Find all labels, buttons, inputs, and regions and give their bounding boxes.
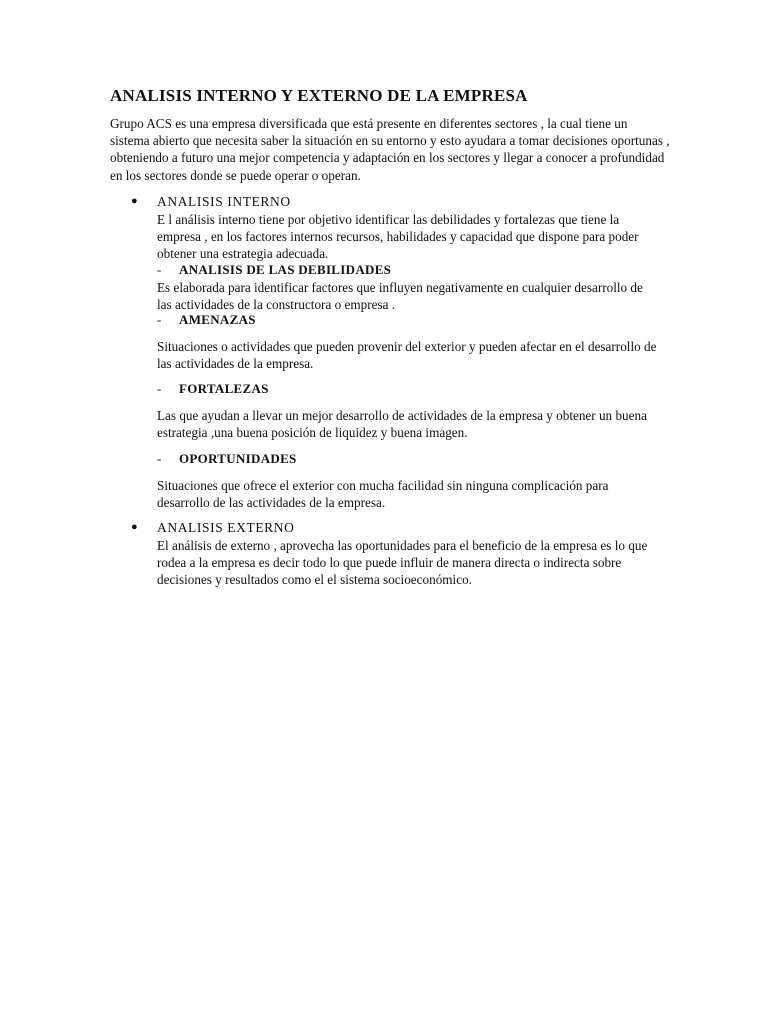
dash-marker: - bbox=[157, 451, 162, 466]
internal-analysis-heading: ANALISIS INTERNO bbox=[157, 194, 291, 209]
internal-analysis-text: E l análisis interno tiene por objetivo identificar las debilidades y fortalezas que tiene la empresa , en los factores internos recursos, habilidades y capacidad que dispone para poder obtener una estrategia adecuada. bbox=[157, 212, 639, 262]
dash-marker: - bbox=[157, 312, 162, 327]
dash-marker: - bbox=[157, 381, 162, 396]
weaknesses-text: Es elaborada para identificar factores que influyen negativamente en cualquier desarrollo de las actividades de la constructora o empresa . bbox=[157, 280, 643, 313]
strengths-text: Las que ayudan a llevar un mejor desarrollo de actividades de la empresa y obtener un buena estrategia ,una buena posición de liquidez y buena imagen. bbox=[157, 408, 647, 441]
dash-marker: - bbox=[157, 262, 162, 277]
opportunities-heading: OPORTUNIDADES bbox=[179, 451, 297, 466]
bullet-icon: ● bbox=[131, 195, 138, 207]
bullet-icon: ● bbox=[131, 521, 138, 533]
intro-paragraph: Grupo ACS es una empresa diversificada que está presente en diferentes sectores , la cual tiene un sistema abierto que necesita saber la situación en su entorno y esto ayudara a tomar decisiones oportunas , obteniendo a futuro una mejor competencia y adaptación en los sectores y llegar a conocer a profundidad en los sectores donde se puede operar o operan. bbox=[110, 116, 670, 183]
opportunities-text: Situaciones que ofrece el exterior con mucha facilidad sin ninguna complicación para desarrollo de las actividades de la empresa. bbox=[157, 478, 609, 511]
threats-heading: AMENAZAS bbox=[179, 312, 256, 327]
weaknesses-heading: ANALISIS DE LAS DEBILIDADES bbox=[179, 262, 392, 277]
threats-text: Situaciones o actividades que pueden provenir del exterior y pueden afectar en el desarrollo de las actividades de la empresa. bbox=[157, 339, 657, 372]
document-title: ANALISIS INTERNO Y EXTERNO DE LA EMPRESA bbox=[110, 86, 528, 105]
external-analysis-text: El análisis de externo , aprovecha las oportunidades para el beneficio de la empresa es lo que rodea a la empresa es decir todo lo que puede influir de manera directa o indirecta sobre decisiones y resultados como el el sistema socioeconómico. bbox=[157, 538, 648, 588]
external-analysis-heading: ANALISIS EXTERNO bbox=[157, 520, 295, 535]
strengths-heading: FORTALEZAS bbox=[179, 381, 269, 396]
